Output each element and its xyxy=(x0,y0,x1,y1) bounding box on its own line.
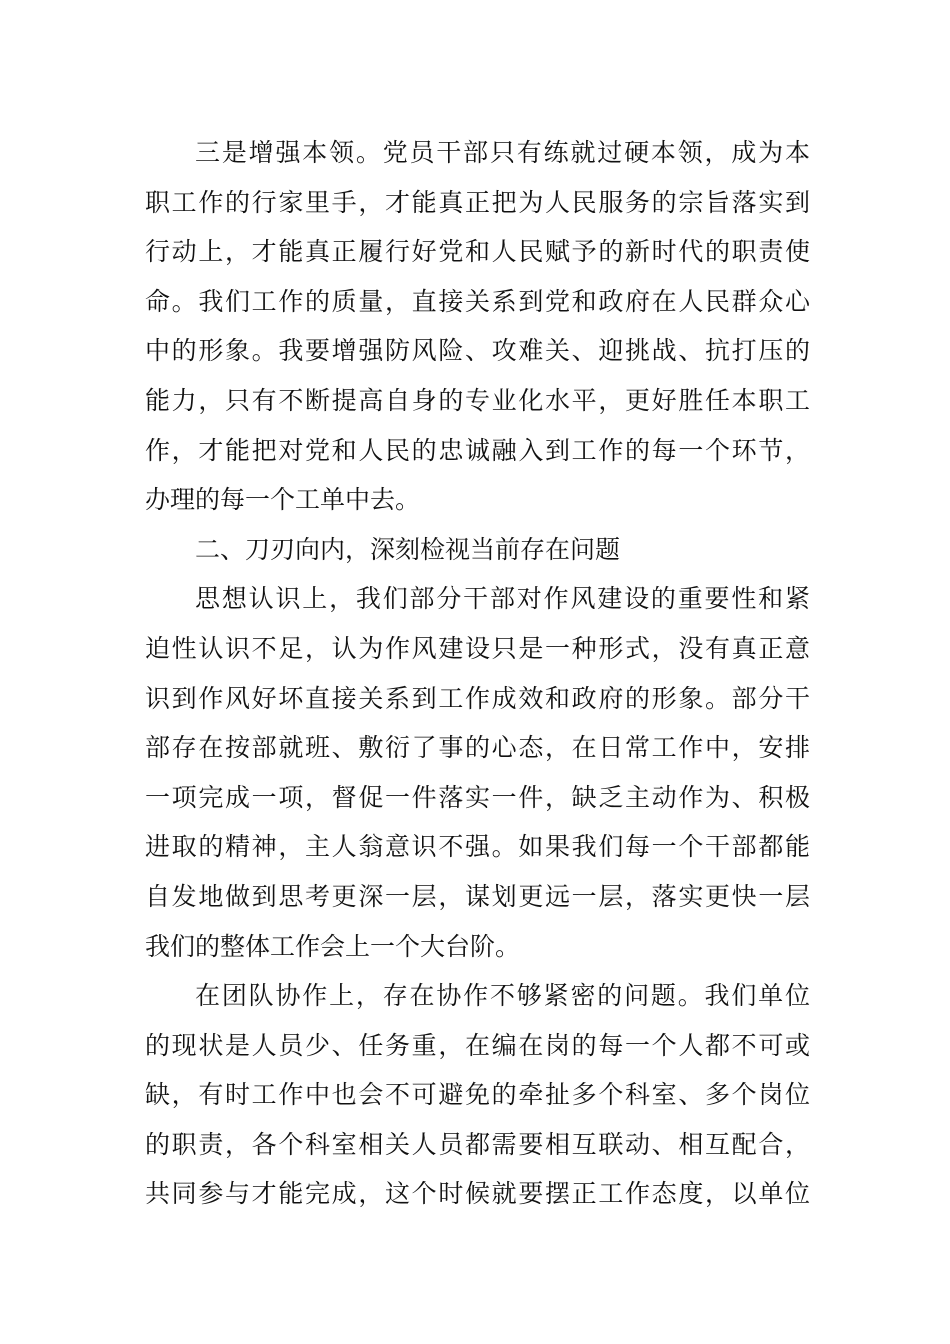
paragraph-line: 办理的每一个工单中去。 xyxy=(145,485,421,515)
paragraph-line: 自发地做到思考更深一层，谋划更远一层，落实更快一层 xyxy=(145,881,810,911)
paragraph-line: 一项完成一项，督促一件落实一件，缺乏主动作为、积极 xyxy=(145,782,810,812)
paragraph-line: 职工作的行家里手，才能真正把为人民服务的宗旨落实到 xyxy=(145,187,810,217)
paragraph-line: 共同参与才能完成，这个时候就要摆正工作态度，以单位 xyxy=(145,1179,810,1209)
paragraph-line: 进取的精神，主人翁意识不强。如果我们每一个干部都能 xyxy=(145,832,810,862)
paragraph-line: 作，才能把对党和人民的忠诚融入到工作的每一个环节， xyxy=(145,435,810,465)
paragraph-line: 的现状是人员少、任务重，在编在岗的每一个人都不可或 xyxy=(145,1030,810,1060)
paragraph-line: 命。我们工作的质量，直接关系到党和政府在人民群众心 xyxy=(145,286,810,316)
paragraph-line: 的职责，各个科室相关人员都需要相互联动、相互配合， xyxy=(145,1129,810,1159)
paragraph-line: 我们的整体工作会上一个大台阶。 xyxy=(145,931,521,961)
paragraph-line: 在团队协作上，存在协作不够紧密的问题。我们单位 xyxy=(195,981,810,1011)
paragraph-line: 缺，有时工作中也会不可避免的牵扯多个科室、多个岗位 xyxy=(145,1080,810,1110)
paragraph-line: 行动上，才能真正履行好党和人民赋予的新时代的职责使 xyxy=(145,237,810,267)
paragraph-line: 三是增强本领。党员干部只有练就过硬本领，成为本 xyxy=(195,138,810,167)
paragraph-line: 思想认识上，我们部分干部对作风建设的重要性和紧 xyxy=(195,584,810,614)
section-heading: 二、刀刃向内，深刻检视当前存在问题 xyxy=(195,534,621,564)
paragraph-line: 能力，只有不断提高自身的专业化水平，更好胜任本职工 xyxy=(145,385,810,415)
paragraph-line: 识到作风好坏直接关系到工作成效和政府的形象。部分干 xyxy=(145,683,810,713)
paragraph-line: 迫性认识不足，认为作风建设只是一种形式，没有真正意 xyxy=(145,633,810,663)
document-body xyxy=(145,128,810,1219)
paragraph-line: 部存在按部就班、敷衍了事的心态，在日常工作中，安排 xyxy=(145,733,810,763)
paragraph-line: 中的形象。我要增强防风险、攻难关、迎挑战、抗打压的 xyxy=(145,336,810,366)
